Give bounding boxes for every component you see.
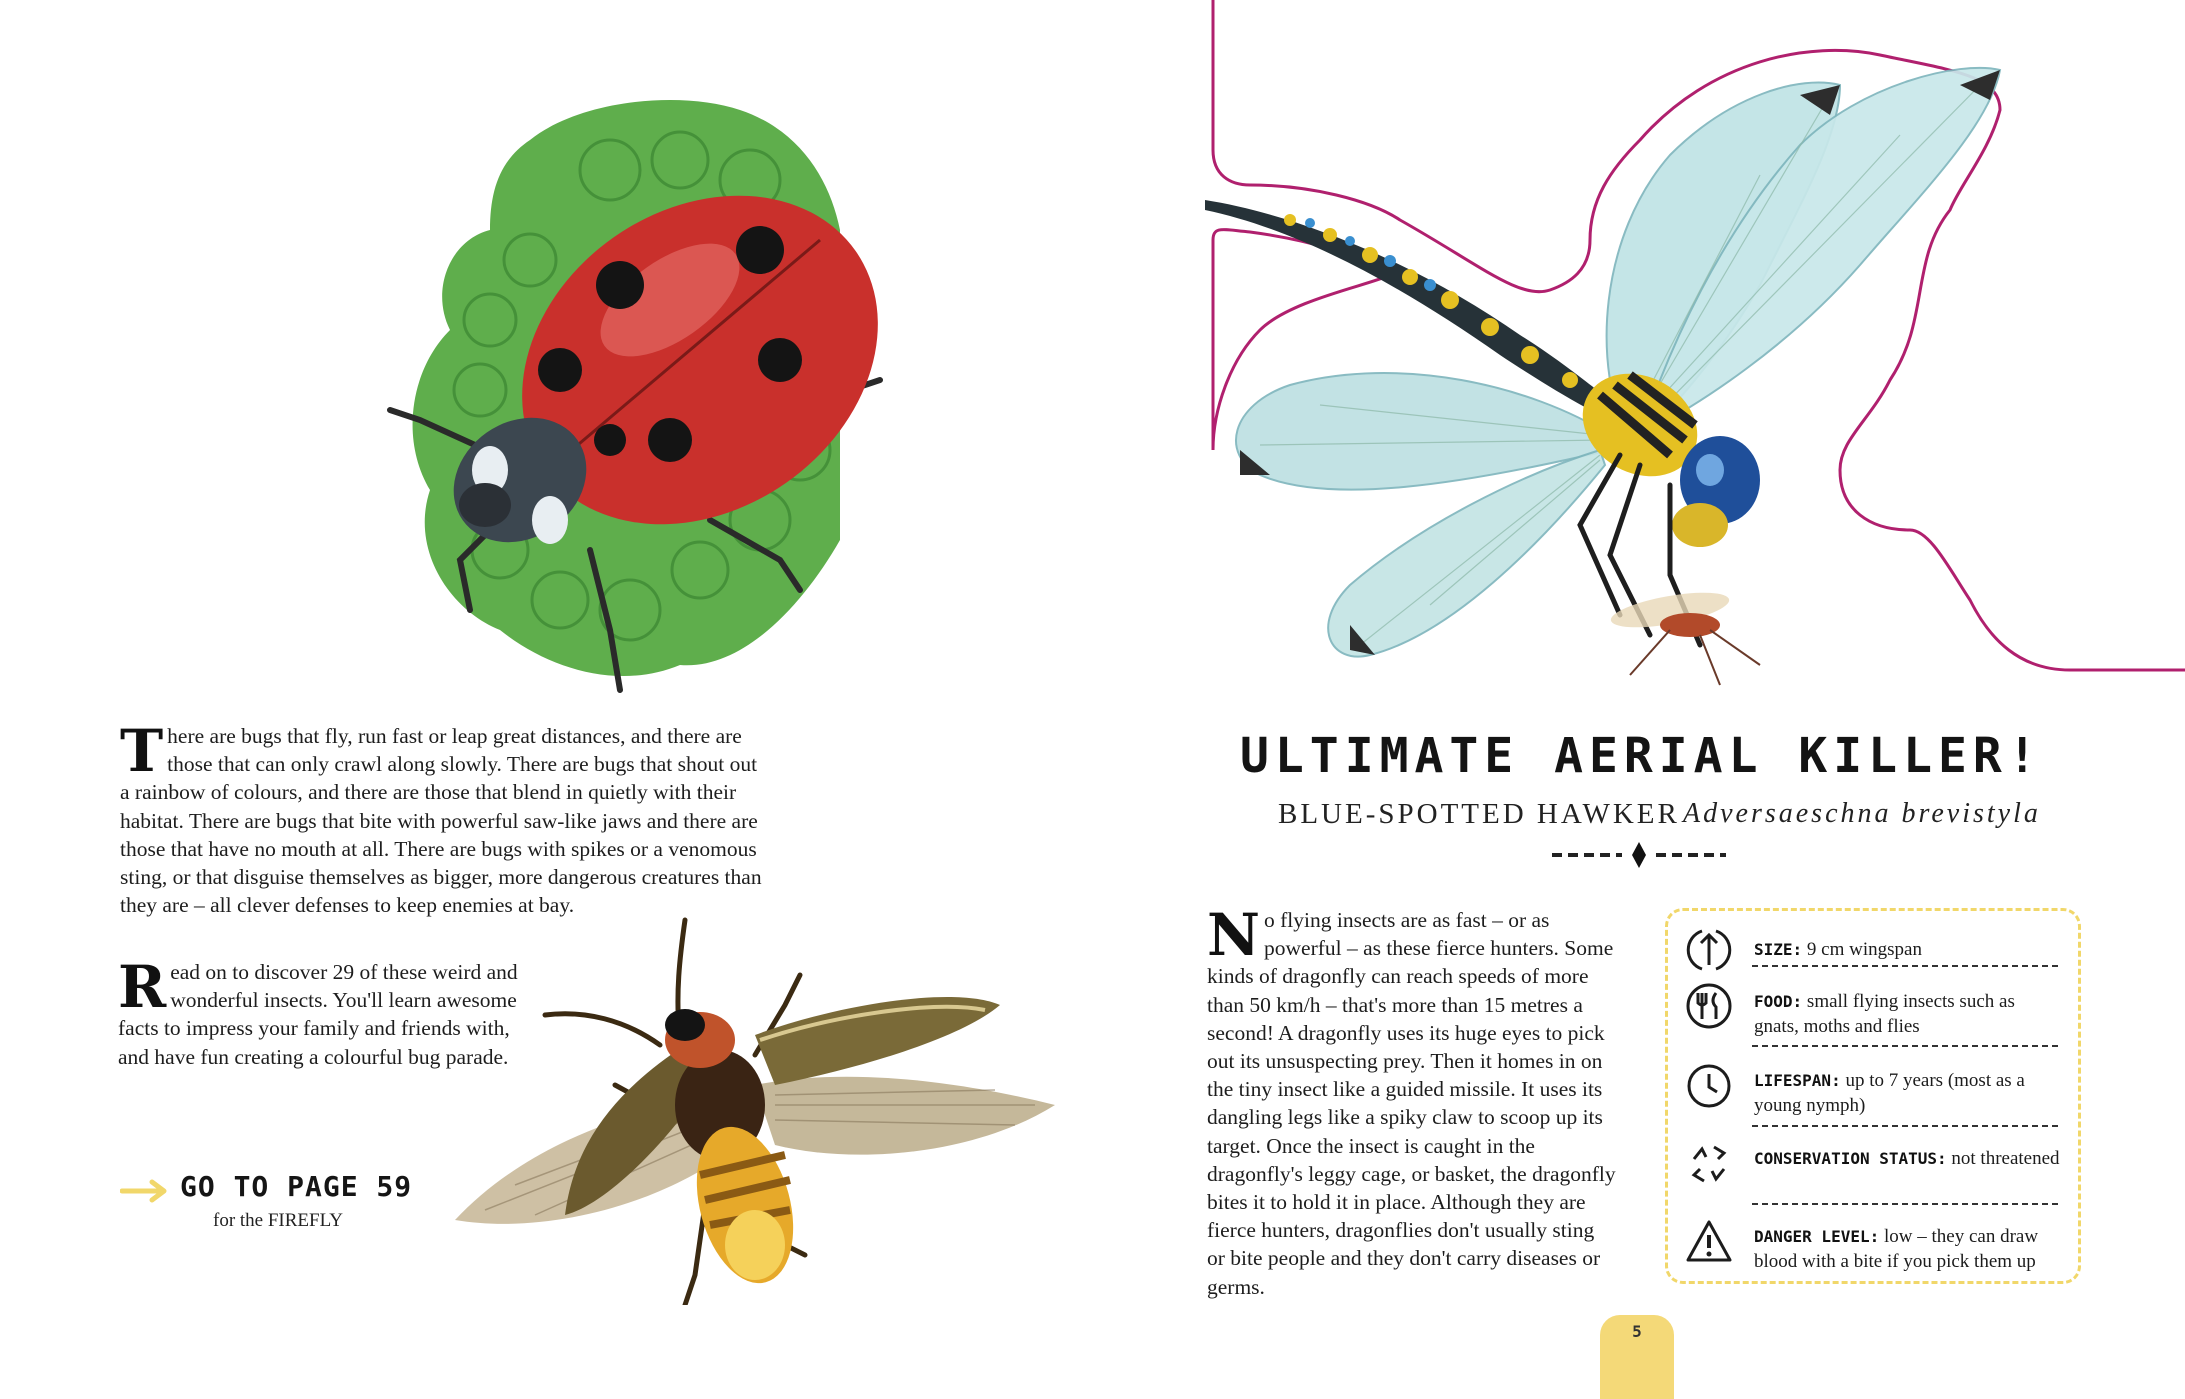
recycle-arrows-icon <box>1684 1139 1734 1189</box>
fact-box <box>1665 908 2081 1284</box>
fact-divider <box>1752 1125 2058 1127</box>
arrow-right-icon <box>120 1178 172 1204</box>
fact-label: FOOD: <box>1754 992 1803 1011</box>
fact-divider <box>1752 1203 2058 1205</box>
main-drop-cap: N <box>1207 901 1261 969</box>
dragonfly-illustration <box>1200 55 2020 715</box>
go-to-page-link[interactable]: GO TO PAGE 59 <box>180 1170 413 1203</box>
ornament-divider <box>1552 840 1726 870</box>
fact-value: 9 cm wingspan <box>1802 939 1922 960</box>
warning-triangle-icon <box>1684 1217 1734 1267</box>
fact-label: LIFESPAN: <box>1754 1071 1841 1090</box>
common-name: BLUE-SPOTTED HAWKER <box>1278 798 1680 830</box>
read-on-drop-cap: R <box>118 953 167 1021</box>
fact-value: low – they can draw blood with a bite if you pick them up <box>1754 1226 2039 1272</box>
intro-text: here are bugs that fly, run fast or leap great distances, and there are those that can only crawl along slowly. There are bugs that shout out a rainbow of colours, and there are those that blend in quietly with their habitat. There are bugs that bite with powerful saw-like jaws and there are those that have no mouth at all. There are bugs with spikes or a venomous sting, or that disguise themselves as bigger, more dangerous creatures than they are – all clever defenses to keep enemies at bay. <box>120 724 762 918</box>
fact-divider <box>1752 965 2058 967</box>
page-title: ULTIMATE AERIAL KILLER! <box>1240 728 2043 784</box>
main-text: o flying insects are as fast – or as powerful – as these fierce hunters. Some kinds of dragonfly can reach speeds of more than 50 km/h – that's more than 15 metres a second! A dragonfly uses its huge eyes to pick out its unsuspecting prey. Then it homes in on the tiny insect like a guided missile. It uses its dangling legs like a spiky claw to scoop up its target. Once the insect is caught in the dragonfly's leggy cage, or basket, the dragonfly bites it to hold it in place. Although they are fierce hunters, dragonflies don't usually sting or bite people and they don't carry diseases or germs. <box>1207 908 1616 1299</box>
fact-label: CONSERVATION STATUS: <box>1754 1149 1947 1168</box>
size-arrows-icon <box>1684 925 1734 975</box>
latin-name: Adversaeschna brevistyla <box>1683 798 2041 829</box>
page-number: 5 <box>1632 1322 1642 1341</box>
fact-label: SIZE: <box>1754 940 1803 959</box>
firefly-illustration <box>455 915 1055 1305</box>
main-paragraph <box>1207 901 1617 1301</box>
fact-value: small flying insects such as gnats, moths and flies <box>1754 991 2015 1037</box>
fact-divider <box>1752 1045 2058 1047</box>
intro-drop-cap: T <box>120 717 164 785</box>
intro-paragraph <box>120 717 765 919</box>
fact-label: DANGER LEVEL: <box>1754 1227 1880 1246</box>
fact-value: up to 7 years (most as a young nymph) <box>1754 1070 2025 1116</box>
read-on-text: ead on to discover 29 of these weird and wonderful insects. You'll learn awesome facts to impress your family and friends with, and have fun creating a colourful bug parade. <box>118 960 518 1069</box>
page-number-tab <box>1600 1315 1674 1399</box>
ladybird-illustration <box>380 90 980 710</box>
clock-icon <box>1684 1061 1734 1111</box>
fact-value: not threatened <box>1946 1148 2060 1169</box>
food-utensils-icon <box>1684 981 1734 1031</box>
go-to-page-subtitle: for the FIREFLY <box>213 1210 344 1231</box>
